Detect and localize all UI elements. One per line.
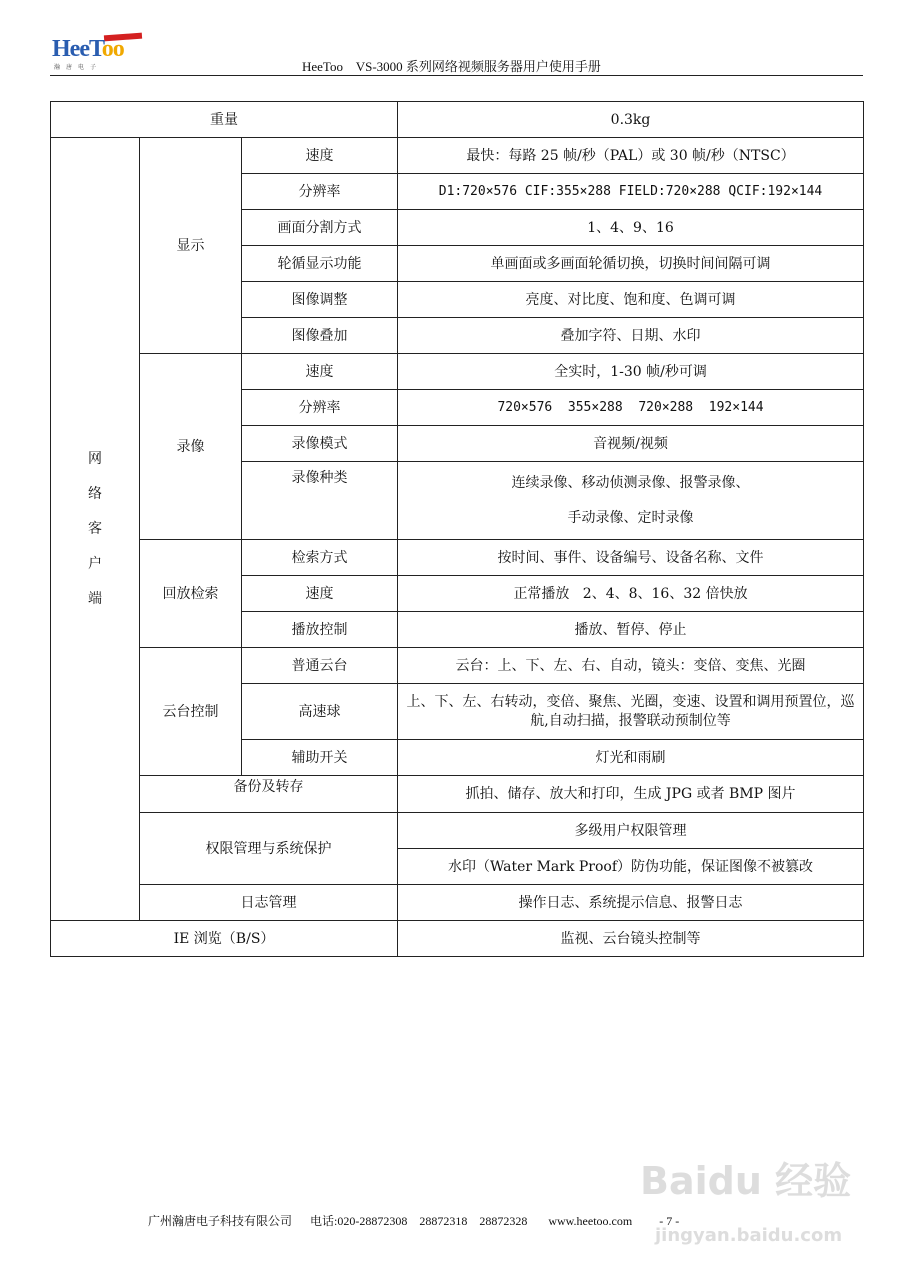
header-title: HeeToo VS-3000 系列网络视频服务器用户使用手册	[302, 59, 601, 74]
group-playback: 回放检索	[140, 540, 242, 648]
client-cell	[51, 138, 140, 921]
table-row	[51, 138, 864, 174]
table-row	[51, 776, 864, 813]
cell-label: 录像种类	[242, 462, 398, 540]
cell-label: 日志管理	[140, 885, 398, 921]
cell-label: 图像叠加	[242, 318, 398, 354]
cell-label: 高速球	[242, 684, 398, 740]
baidu-watermark: Baidu 经验	[640, 1159, 852, 1203]
cell-label: 辅助开关	[242, 740, 398, 776]
cell-value: 抓拍、储存、放大和打印，生成 JPG 或者 BMP 图片	[398, 776, 864, 813]
cell-label: 重量	[51, 102, 398, 138]
table-row	[51, 813, 864, 849]
cell-label: 备份及转存	[140, 776, 398, 813]
cell-value: 灯光和雨刷	[398, 740, 864, 776]
cell-value: 1、4、9、16	[398, 210, 864, 246]
heetoo-logo: HeeToo 瀚唐电子	[52, 30, 142, 72]
cell-value: 最快：每路 25 帧/秒（PAL）或 30 帧/秒（NTSC）	[398, 138, 864, 174]
cell-label: 速度	[242, 576, 398, 612]
cell-label: 图像调整	[242, 282, 398, 318]
table-row	[51, 540, 864, 576]
table-row	[51, 102, 864, 138]
cell-value: 多级用户权限管理	[398, 813, 864, 849]
cell-label: 播放控制	[242, 612, 398, 648]
client-label: 网络客户端	[88, 450, 102, 607]
cell-label: 分辨率	[242, 174, 398, 210]
group-display: 显示	[140, 138, 242, 354]
spec-table	[50, 101, 864, 957]
group-record: 录像	[140, 354, 242, 540]
baidu-watermark-url: jingyan.baidu.com	[655, 1225, 843, 1246]
cell-value: 720×576 355×288 720×288 192×144	[398, 390, 864, 426]
cell-value: 全实时，1-30 帧/秒可调	[398, 354, 864, 390]
cell-value: 上、下、左、右转动，变倍、聚焦、光圈，变速、设置和调用预置位，巡航,自动扫描，报警联动预制位等	[398, 684, 864, 740]
table-row	[51, 885, 864, 921]
cell-label: 普通云台	[242, 648, 398, 684]
table-row	[51, 648, 864, 684]
cell-label: 检索方式	[242, 540, 398, 576]
cell-label: 分辨率	[242, 390, 398, 426]
cell-value: 音视频/视频	[398, 426, 864, 462]
table-row	[51, 921, 864, 957]
cell-value: D1:720×576 CIF:355×288 FIELD:720×288 QCIF:192×144	[398, 174, 864, 210]
cell-label: 权限管理与系统保护	[140, 813, 398, 885]
cell-value: 0.3kg	[398, 102, 864, 138]
cell-line: 手动录像、定时录像	[567, 509, 694, 526]
cell-value: 单画面或多画面轮循切换，切换时间间隔可调	[398, 246, 864, 282]
cell-value: 云台：上、下、左、右、自动，镜头：变倍、变焦、光圈	[398, 648, 864, 684]
group-ptz: 云台控制	[140, 648, 242, 776]
cell-value: 按时间、事件、设备编号、设备名称、文件	[398, 540, 864, 576]
cell-value: 水印（Water Mark Proof）防伪功能，保证图像不被篡改	[398, 849, 864, 885]
cell-label: 录像模式	[242, 426, 398, 462]
cell-label: 轮循显示功能	[242, 246, 398, 282]
cell-value: 播放、暂停、停止	[398, 612, 864, 648]
cell-value: 正常播放 2、4、8、16、32 倍快放	[398, 576, 864, 612]
header-divider	[50, 75, 863, 76]
cell-label: IE 浏览（B/S）	[51, 921, 398, 957]
cell-value: 叠加字符、日期、水印	[398, 318, 864, 354]
footer-text: 广州瀚唐电子科技有限公司 电话:020-28872308 28872318 28872328 www.heetoo.com - 7 -	[148, 1214, 680, 1228]
cell-label: 速度	[242, 138, 398, 174]
cell-line: 连续录像、移动侦测录像、报警录像、	[511, 474, 750, 491]
table-row	[51, 354, 864, 390]
cell-value: 亮度、对比度、饱和度、色调可调	[398, 282, 864, 318]
cell-label: 画面分割方式	[242, 210, 398, 246]
cell-label: 速度	[242, 354, 398, 390]
cell-value: 监视、云台镜头控制等	[398, 921, 864, 957]
cell-value	[398, 462, 864, 540]
cell-value: 操作日志、系统提示信息、报警日志	[398, 885, 864, 921]
